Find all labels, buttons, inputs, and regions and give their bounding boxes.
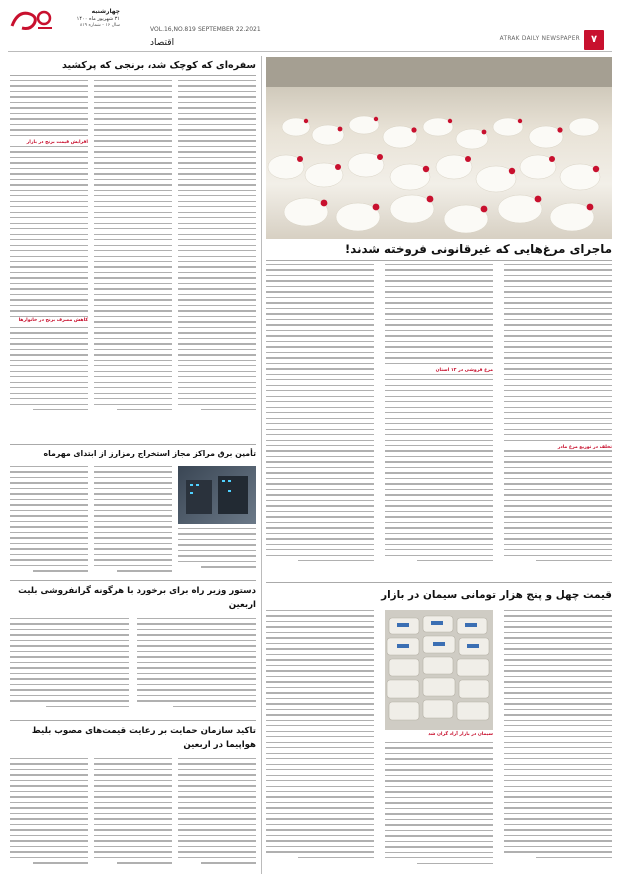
airline-headline (10, 584, 256, 614)
cement-headline (266, 586, 612, 604)
section-title: اقتصاد (150, 38, 175, 48)
date-fa: چهارشنبه (91, 8, 120, 15)
hens-col-1 (266, 264, 374, 578)
page-number: ۷ (590, 34, 598, 45)
tickets-top-rule (10, 720, 256, 721)
hens-title: ماجرای مرغ‌هایی که غیرقانونی فروخته شدند! (344, 242, 612, 256)
cement-title: قیمت چهل و پنج هزار تومانی سیمان در بازار (381, 589, 612, 601)
rice-col-1 (10, 80, 88, 435)
power-col-3 (178, 528, 256, 574)
masthead (0, 0, 620, 48)
issue-fa: سال ۱۶ - شماره ۸۱۹ (79, 23, 120, 28)
cement-col-2 (385, 742, 493, 872)
hens-subhead-1: مرغ فروشی در ۱۲ استان (385, 368, 493, 373)
airline-top-rule (10, 580, 256, 581)
page-number-badge (584, 30, 604, 50)
cement-col-1 (266, 610, 374, 872)
date-en: SEPTEMBER 22.2021 (198, 26, 261, 33)
tickets-col-2 (94, 758, 172, 870)
hens-headline (266, 240, 612, 258)
airline-title: دستور وزیر راه برای برخورد با هرگونه گرانفروشی بلیت اربعین (18, 586, 256, 610)
rice-subhead-2: کاهش مصرف برنج در خانوارها (10, 318, 88, 323)
rice-subhead-1: افزایش قیمت برنج در بازار (10, 140, 88, 145)
hens-photo (266, 57, 612, 239)
masthead-rule (8, 51, 612, 52)
power-headline (10, 447, 256, 461)
power-col-1 (10, 466, 88, 574)
cement-photo-caption: سیمان در بازار آزاد گران شد (428, 732, 493, 737)
main-column-divider (261, 56, 262, 874)
power-top-rule (10, 444, 256, 445)
hens-col-2 (385, 264, 493, 578)
cement-col-3 (504, 610, 612, 872)
paper-name-en: ATRAK DAILY NEWSPAPER (499, 36, 580, 42)
tickets-title: تاکید سازمان حمایت بر رعایت قیمت‌های مصوب بلیط هواپیما در اربعین (31, 726, 256, 750)
cement-top-rule (266, 582, 612, 583)
date-fa-2: ۳۱ شهریور ماه ۱۴۰۰ (76, 16, 120, 22)
power-photo (178, 466, 256, 524)
logo (8, 6, 54, 34)
hens-rule (266, 260, 612, 261)
tickets-col-3 (178, 758, 256, 870)
rice-headline (10, 59, 256, 73)
hens-col-3 (504, 264, 612, 578)
tickets-headline (10, 724, 256, 754)
cement-photo (385, 610, 493, 730)
power-title: تأمین برق مراکز مجاز استخراج رمزارز از ابتدای مهرماه (43, 449, 256, 458)
airline-col-1 (10, 618, 129, 714)
vol-en: VOL.16,NO.819 (150, 26, 196, 33)
power-col-2 (94, 466, 172, 574)
rice-title: سفره‌ای که کوچک شد، برنجی که پرکشید (61, 60, 256, 71)
rice-col-2 (94, 80, 172, 435)
airline-col-2 (137, 618, 256, 714)
hens-subhead-2: تخلف در توزیع مرغ مادر (504, 445, 612, 450)
rice-rule (10, 75, 256, 76)
rice-col-3 (178, 80, 256, 435)
tickets-col-1 (10, 758, 88, 870)
